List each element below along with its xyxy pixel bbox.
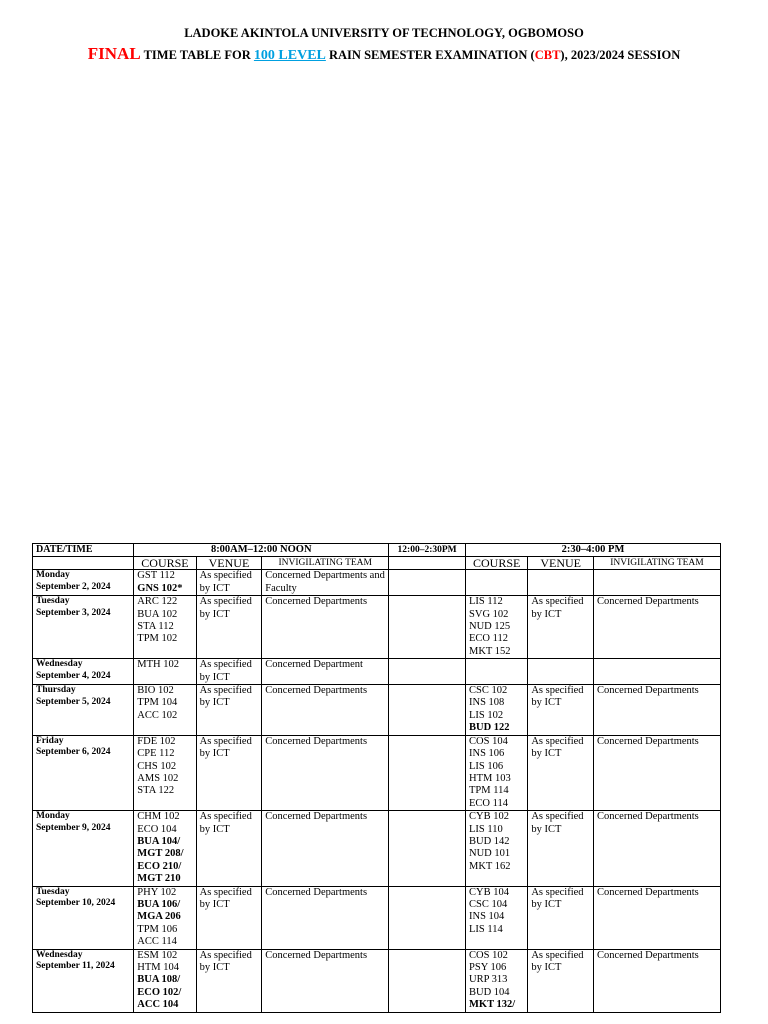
break-cell <box>389 659 466 685</box>
break-cell <box>389 570 466 596</box>
break-cell <box>389 886 466 949</box>
date-cell <box>33 949 134 1012</box>
pm-venue-cell <box>528 735 594 810</box>
time-table-for-label: TIME TABLE FOR <box>140 48 254 62</box>
course-code: ECO 102/ <box>137 986 182 998</box>
date-subheader-blank <box>33 557 134 570</box>
date-label: September 4, 2024 <box>36 670 111 681</box>
table-row <box>33 685 721 736</box>
course-code: TPM 102 <box>137 633 178 645</box>
am-venue-cell <box>196 735 262 810</box>
day-label: Monday <box>36 811 70 822</box>
course-code: BUD 122 <box>469 722 510 734</box>
course-code: ESM 102 <box>137 949 178 961</box>
day-label: Tuesday <box>36 596 70 607</box>
day-label: Thursday <box>36 685 76 696</box>
am-team-cell <box>262 596 389 659</box>
am-team-cell <box>262 886 389 949</box>
table-row <box>33 811 721 886</box>
course-code: NUD 125 <box>469 621 511 633</box>
table-row <box>33 949 721 1012</box>
course-code: TPM 114 <box>469 785 509 797</box>
pm-courses-cell <box>466 735 528 810</box>
venue-text: As specified by ICT <box>199 685 252 709</box>
date-cell <box>33 685 134 736</box>
table-row <box>33 735 721 810</box>
course-code: ECO 112 <box>469 633 509 645</box>
pm-courses-cell <box>466 886 528 949</box>
team-text: Concerned Departments <box>597 596 699 608</box>
break-slot-header: 12:00–2:30PM <box>389 544 466 557</box>
course-code: ECO 104 <box>137 823 177 835</box>
course-code: GST 112 <box>137 570 175 582</box>
pm-team-cell <box>594 570 721 596</box>
team-text: Concerned Departments <box>265 735 368 747</box>
course-code: ACC 102 <box>137 709 178 721</box>
course-code: COS 104 <box>469 735 508 747</box>
course-code: BUA 106/ <box>137 898 181 910</box>
course-code: ACC 104 <box>137 999 179 1011</box>
team-text: Concerned Departments <box>597 685 699 697</box>
break-cell <box>389 949 466 1012</box>
am-courses-cell <box>134 596 196 659</box>
venue-text: As specified by ICT <box>531 886 584 910</box>
date-label: September 2, 2024 <box>36 582 111 592</box>
course-code: ARC 122 <box>137 596 178 608</box>
afternoon-slot-header: 2:30–4:00 PM <box>466 544 721 557</box>
am-courses-cell <box>134 811 196 886</box>
am-team-cell <box>262 685 389 736</box>
pm-team-cell <box>594 685 721 736</box>
timetable-title <box>0 44 768 64</box>
pm-team-cell <box>594 811 721 886</box>
am-venue-cell <box>196 570 262 596</box>
pm-course-header: COURSE <box>466 557 528 570</box>
timetable <box>32 543 721 1013</box>
pm-courses-cell <box>466 949 528 1012</box>
venue-text: As specified by ICT <box>531 811 584 835</box>
course-code: INS 106 <box>469 748 505 760</box>
venue-text: As specified by ICT <box>531 685 584 709</box>
table-row <box>33 886 721 949</box>
team-text: Concerned Departments <box>265 685 368 697</box>
day-label: Tuesday <box>36 886 70 897</box>
team-text: Concerned Departments <box>597 811 699 823</box>
date-label: September 9, 2024 <box>36 822 111 833</box>
course-code: URP 313 <box>469 974 508 986</box>
course-code: PHY 102 <box>137 886 177 898</box>
break-cell <box>389 685 466 736</box>
course-code: INS 104 <box>469 911 505 923</box>
date-label: September 11, 2024 <box>36 961 115 972</box>
team-text: Concerned Departments <box>597 735 699 747</box>
course-code: BUA 102 <box>137 608 178 620</box>
pm-team-cell <box>594 949 721 1012</box>
pm-team-cell <box>594 735 721 810</box>
team-text: Concerned Departments <box>597 886 699 898</box>
morning-slot-header: 8:00AM–12:00 NOON <box>134 544 389 557</box>
day-label: Wednesday <box>36 659 83 670</box>
venue-text: As specified by ICT <box>199 596 252 620</box>
course-code: MGT 210 <box>137 873 181 885</box>
date-cell <box>33 811 134 886</box>
course-code: INS 108 <box>469 697 505 709</box>
am-team-cell <box>262 735 389 810</box>
pm-courses-cell <box>466 570 528 596</box>
team-text: Concerned Departments <box>265 596 368 608</box>
course-code: HTM 104 <box>137 962 180 973</box>
pm-venue-cell <box>528 570 594 596</box>
course-code: CPE 112 <box>137 748 175 760</box>
course-code: BIO 102 <box>137 685 174 697</box>
course-code: LIS 112 <box>469 596 503 608</box>
course-code: MGT 208/ <box>137 848 184 860</box>
break-cell <box>389 811 466 886</box>
team-text: Concerned Departments <box>265 949 368 961</box>
course-code: STA 112 <box>137 621 174 633</box>
venue-text: As specified by ICT <box>199 659 252 683</box>
cbt-label: CBT <box>534 48 561 62</box>
am-venue-cell <box>196 685 262 736</box>
am-courses-cell <box>134 659 196 685</box>
course-code: SVG 102 <box>469 608 509 620</box>
course-code: CHM 102 <box>137 811 180 823</box>
course-code: MGA 206 <box>137 911 181 923</box>
date-cell <box>33 886 134 949</box>
break-cell <box>389 596 466 659</box>
am-invigilating-header: INVIGILATING TEAM <box>262 557 389 570</box>
pm-courses-cell <box>466 659 528 685</box>
pm-venue-cell <box>528 949 594 1012</box>
am-team-cell <box>262 570 389 596</box>
table-row <box>33 659 721 685</box>
day-label: Friday <box>36 735 64 746</box>
am-venue-cell <box>196 596 262 659</box>
am-courses-cell <box>134 570 196 596</box>
am-team-cell <box>262 949 389 1012</box>
pm-team-cell <box>594 886 721 949</box>
course-code: BUA 104/ <box>137 835 181 847</box>
day-label: Wednesday <box>36 949 83 960</box>
date-label: September 5, 2024 <box>36 696 111 707</box>
course-code: AMS 102 <box>137 772 179 784</box>
course-code: MKT 162 <box>469 860 511 872</box>
course-code: ECO 210/ <box>137 860 182 872</box>
course-code: CSC 102 <box>469 685 508 697</box>
venue-text: As specified by ICT <box>199 949 252 973</box>
course-code: BUD 142 <box>469 835 510 847</box>
date-cell <box>33 596 134 659</box>
am-team-cell <box>262 659 389 685</box>
rain-semester-label: RAIN SEMESTER EXAMINATION ( <box>325 48 535 62</box>
break-subheader-blank <box>389 557 466 570</box>
course-code: HTM 103 <box>469 772 511 784</box>
date-label: September 6, 2024 <box>36 747 111 758</box>
course-code: CHS 102 <box>137 760 177 772</box>
date-time-header: DATE/TIME <box>33 544 134 557</box>
pm-courses-cell <box>466 596 528 659</box>
course-code: MKT 132/ <box>469 999 516 1011</box>
date-label: September 3, 2024 <box>36 607 111 618</box>
course-code: BUD 104 <box>469 986 510 998</box>
level-label: 100 LEVEL <box>253 48 326 63</box>
pm-team-cell <box>594 659 721 685</box>
final-label: FINAL <box>87 44 141 63</box>
team-text: Concerned Departments <box>265 811 368 823</box>
course-code: ECO 114 <box>469 797 509 809</box>
venue-text: As specified by ICT <box>531 949 584 973</box>
team-text: Concerned Departments <box>597 949 699 961</box>
course-code: NUD 101 <box>469 848 511 860</box>
course-code: STA 122 <box>137 785 175 797</box>
course-code: GNS 102* <box>137 582 183 594</box>
venue-text: As specified by ICT <box>531 735 584 760</box>
am-course-header: COURSE <box>134 557 196 570</box>
course-code: LIS 106 <box>469 760 504 772</box>
course-code: TPM 104 <box>137 697 178 709</box>
course-code: LIS 114 <box>469 923 503 935</box>
course-code: CYB 104 <box>469 886 509 898</box>
am-team-cell <box>262 811 389 886</box>
course-code: FDE 102 <box>137 735 176 747</box>
am-venue-cell <box>196 811 262 886</box>
venue-text: As specified by ICT <box>199 811 252 835</box>
team-text: Concerned Department <box>265 659 363 671</box>
date-cell <box>33 659 134 685</box>
am-venue-cell <box>196 949 262 1012</box>
venue-text: As specified by ICT <box>531 596 584 620</box>
am-courses-cell <box>134 949 196 1012</box>
date-cell <box>33 570 134 596</box>
pm-courses-cell <box>466 811 528 886</box>
pm-venue-cell <box>528 811 594 886</box>
venue-text: As specified by ICT <box>199 570 252 594</box>
course-code: ACC 114 <box>137 936 177 948</box>
pm-venue-cell <box>528 596 594 659</box>
course-code: CSC 104 <box>469 898 508 910</box>
session-label: ), 2023/2024 SESSION <box>560 48 681 62</box>
pm-venue-header: VENUE <box>528 557 594 570</box>
university-title: LADOKE AKINTOLA UNIVERSITY OF TECHNOLOGY, OGBOMOSO <box>184 26 584 40</box>
table-row <box>33 596 721 659</box>
pm-venue-cell <box>528 886 594 949</box>
course-code: CYB 102 <box>469 811 509 823</box>
am-venue-cell <box>196 659 262 685</box>
am-venue-cell <box>196 886 262 949</box>
pm-courses-cell <box>466 685 528 736</box>
day-label: Monday <box>36 570 70 581</box>
venue-text: As specified by ICT <box>199 735 252 760</box>
course-code: MKT 152 <box>469 645 511 657</box>
date-cell <box>33 735 134 810</box>
pm-venue-cell <box>528 685 594 736</box>
am-venue-header: VENUE <box>196 557 262 570</box>
pm-venue-cell <box>528 659 594 685</box>
pm-team-cell <box>594 596 721 659</box>
course-code: TPM 106 <box>137 923 178 935</box>
date-label: September 10, 2024 <box>36 898 116 909</box>
pm-invigilating-header: INVIGILATING TEAM <box>594 557 721 570</box>
am-courses-cell <box>134 685 196 736</box>
am-courses-cell <box>134 735 196 810</box>
venue-text: As specified by ICT <box>199 886 252 910</box>
course-code: LIS 110 <box>469 823 503 835</box>
course-code: COS 102 <box>469 949 508 961</box>
course-code: PSY 106 <box>469 962 507 973</box>
am-courses-cell <box>134 886 196 949</box>
team-text: Concerned Departments and Faculty <box>265 570 385 594</box>
course-code: LIS 102 <box>469 709 504 721</box>
break-cell <box>389 735 466 810</box>
course-code: MTH 102 <box>137 659 180 671</box>
team-text: Concerned Departments <box>265 886 368 898</box>
course-code: BUA 108/ <box>137 974 181 986</box>
table-row <box>33 570 721 596</box>
